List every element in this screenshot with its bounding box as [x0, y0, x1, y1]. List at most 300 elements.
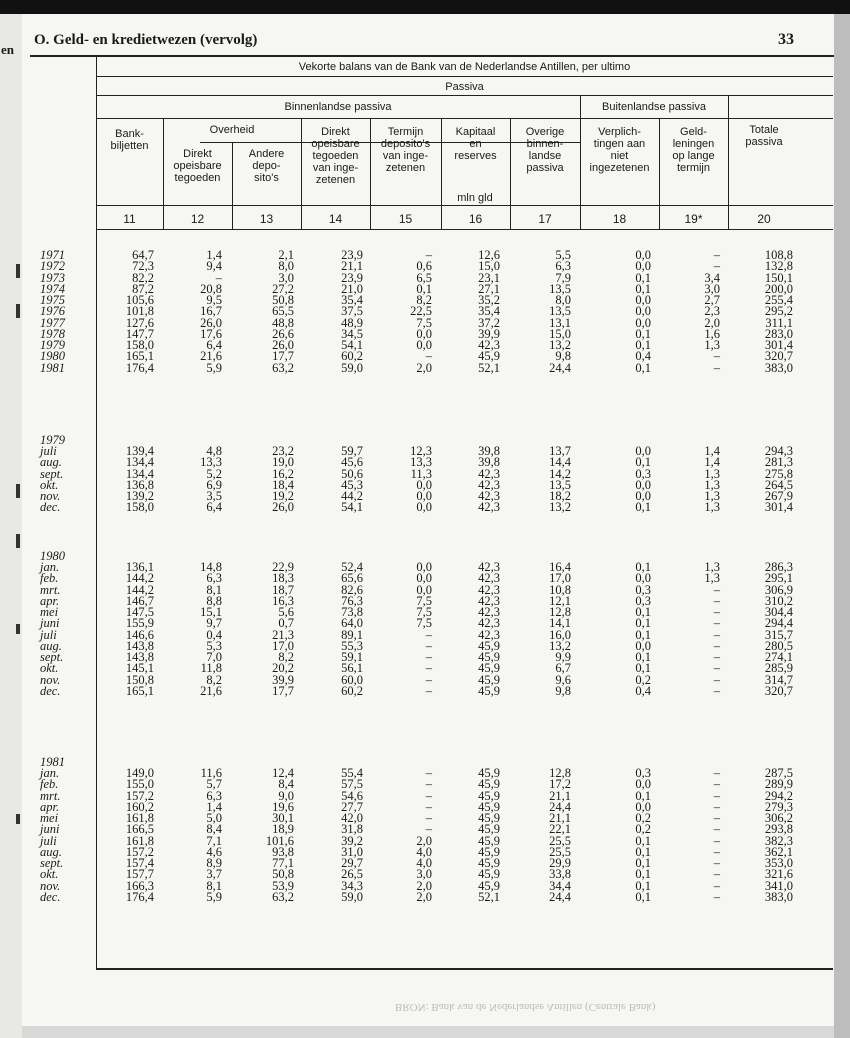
left-strip-label: en [1, 42, 14, 57]
row-label: 1973 [40, 270, 65, 285]
cell-col-12: 21,6 [200, 683, 222, 698]
cell-col-16: 45,9 [478, 878, 500, 893]
column-number-6: 16 [468, 212, 483, 226]
row-label: 1974 [40, 281, 65, 296]
cell-col-18: 0,1 [635, 889, 651, 904]
cell-col-12: 20,8 [200, 281, 222, 296]
cell-col-11: 134,4 [125, 455, 154, 470]
cell-col-15: 0,1 [416, 281, 432, 296]
cell-col-13: 63,2 [272, 360, 294, 375]
cell-col-13: 17,0 [272, 638, 294, 653]
cell-col-13: 23,2 [272, 444, 294, 458]
cell-col-11: 161,8 [125, 811, 154, 825]
cell-col-11: 155,0 [125, 777, 154, 792]
cell-col-16: 45,9 [478, 661, 500, 676]
cell-col-14: 76,3 [341, 593, 363, 608]
scan-top-edge [0, 0, 850, 14]
cell-col-12: 8,1 [206, 878, 222, 893]
cell-col-18: 0,3 [635, 766, 651, 780]
cell-col-15: 2,0 [416, 360, 432, 375]
cell-col-19: 2,7 [704, 293, 720, 307]
cell-col-14: 64,0 [341, 616, 363, 631]
row-label: okt. [40, 661, 59, 676]
column-header-7: Overige binnen- landse passiva [525, 126, 565, 174]
row-label: juli [40, 627, 57, 642]
cell-col-17: 29,9 [549, 856, 571, 870]
cell-col-13: 19,0 [272, 455, 294, 470]
cell-col-16: 35,4 [478, 304, 500, 319]
cell-col-18: 0,0 [635, 571, 651, 586]
cell-col-14: 59,0 [341, 889, 363, 904]
cell-col-19: – [713, 856, 720, 870]
cell-col-11: 166,3 [125, 878, 154, 893]
cell-col-18: 0,1 [635, 867, 651, 882]
cell-col-12: 13,3 [200, 455, 222, 470]
row-label: mrt. [40, 582, 61, 597]
cell-col-14: 21,1 [341, 259, 363, 274]
cell-col-15: – [425, 661, 432, 676]
cell-col-19: – [713, 811, 720, 825]
cell-col-17: 9,6 [555, 672, 571, 687]
cell-col-13: 53,9 [272, 878, 294, 893]
cell-col-12: 16,7 [200, 304, 222, 319]
cell-col-14: 42,0 [341, 811, 363, 825]
cell-col-20: 315,7 [764, 627, 793, 642]
cell-col-14: 56,1 [341, 661, 363, 676]
cell-col-13: 8,0 [278, 259, 294, 274]
cell-col-18: 0,1 [635, 360, 651, 375]
cell-col-14: 27,7 [341, 799, 363, 814]
cell-col-11: 143,8 [125, 650, 154, 664]
cell-col-16: 39,8 [478, 444, 500, 458]
cell-col-19: – [713, 349, 720, 364]
cell-col-13: 48,8 [272, 315, 294, 330]
cell-col-11: 139,4 [125, 444, 154, 458]
cell-col-12: 4,6 [206, 844, 222, 859]
cell-col-19: 1,4 [704, 455, 720, 470]
cell-col-20: 314,7 [764, 672, 793, 687]
cell-col-11: 157,4 [125, 856, 154, 870]
cell-col-19: – [713, 788, 720, 803]
cell-col-16: 45,9 [478, 788, 500, 803]
cell-col-17: 24,4 [549, 889, 571, 904]
cell-col-13: 8,2 [278, 650, 294, 664]
cell-col-14: 48,9 [341, 315, 363, 330]
cell-col-16: 52,1 [478, 889, 500, 904]
rule-line-0 [30, 55, 834, 57]
rule-line-1 [96, 76, 833, 77]
cell-col-11: 101,8 [125, 304, 154, 319]
cell-col-19: – [713, 661, 720, 676]
cell-col-14: 82,6 [341, 582, 363, 597]
cell-col-20: 306,2 [764, 811, 793, 825]
cell-col-13: 39,9 [272, 672, 294, 687]
cell-col-13: 9,0 [278, 788, 294, 803]
column-number-3: 13 [259, 212, 274, 226]
cell-col-20: 353,0 [764, 856, 793, 870]
cell-col-18: 0,1 [635, 844, 651, 859]
cell-col-13: 77,1 [272, 856, 294, 870]
cell-col-20: 383,0 [764, 889, 793, 904]
column-number-4: 14 [328, 212, 343, 226]
cell-col-16: 42,3 [478, 338, 500, 352]
cell-col-17: 14,4 [549, 455, 571, 470]
cell-col-20: 289,9 [764, 777, 793, 792]
cell-col-16: 27,1 [478, 281, 500, 296]
row-label: dec. [40, 889, 61, 904]
cell-col-17: 34,4 [549, 878, 571, 893]
cell-col-16: 42,3 [478, 571, 500, 586]
cell-col-13: 27,2 [272, 281, 294, 296]
column-number-1: 11 [123, 212, 136, 226]
cell-col-14: 54,1 [341, 338, 363, 352]
cell-col-11: 161,8 [125, 833, 154, 848]
cell-col-19: – [713, 360, 720, 375]
cell-col-11: 158,0 [125, 338, 154, 352]
cell-col-13: 26,0 [272, 338, 294, 352]
cell-col-17: 16,4 [549, 560, 571, 574]
cell-col-17: 13,2 [549, 500, 571, 515]
column-header-9: Geld- leningen op lange termijn [672, 126, 715, 174]
cell-col-12: 6,9 [206, 477, 222, 492]
row-label: okt. [40, 867, 59, 882]
cell-col-19: 1,3 [704, 477, 720, 492]
cell-col-20: 287,5 [764, 766, 793, 780]
cell-col-13: 26,6 [272, 326, 294, 341]
cell-col-12: 3,7 [206, 867, 222, 882]
cell-col-12: 8,4 [206, 822, 222, 837]
cell-col-16: 42,3 [478, 582, 500, 597]
cell-col-18: 0,3 [635, 582, 651, 597]
row-label: 1977 [40, 315, 65, 330]
cell-col-14: 45,3 [341, 477, 363, 492]
cell-col-14: 21,0 [341, 281, 363, 296]
cell-col-17: 18,2 [549, 489, 571, 503]
cell-col-19: – [713, 650, 720, 664]
cell-col-20: 304,4 [764, 605, 793, 619]
cell-col-17: 14,2 [549, 466, 571, 481]
cell-col-18: 0,1 [635, 788, 651, 803]
cell-col-17: 12,8 [549, 766, 571, 780]
cell-col-20: 301,4 [764, 338, 793, 352]
cell-col-14: 65,6 [341, 571, 363, 586]
cell-col-19: 2,0 [704, 315, 720, 330]
row-label: nov. [40, 489, 61, 503]
cell-col-15: 0,0 [416, 477, 432, 492]
cell-col-16: 12,6 [478, 248, 500, 262]
cell-col-12: 4,8 [206, 444, 222, 458]
cell-col-16: 35,2 [478, 293, 500, 307]
cell-col-13: 3,0 [278, 270, 294, 285]
cell-col-19: 1,3 [704, 571, 720, 586]
column-number-9: 19* [684, 212, 703, 226]
cell-col-12: 9,4 [206, 259, 222, 274]
cell-col-15: 7,5 [416, 605, 432, 619]
cell-col-11: 147,5 [125, 605, 154, 619]
cell-col-11: 144,2 [125, 571, 154, 586]
cell-col-13: 22,9 [272, 560, 294, 574]
cell-col-17: 24,4 [549, 799, 571, 814]
row-label: sept. [40, 856, 64, 870]
unit-label: mln gld [457, 192, 493, 204]
cell-col-11: 157,2 [125, 844, 154, 859]
cell-col-12: 0,4 [206, 627, 222, 642]
cell-col-17: 12,1 [549, 593, 571, 608]
cell-col-13: 19,6 [272, 799, 294, 814]
cell-col-19: – [713, 867, 720, 882]
cell-col-12: 5,9 [206, 889, 222, 904]
cell-col-17: 6,3 [555, 259, 571, 274]
row-label: nov. [40, 672, 61, 687]
section-title: O. Geld- en kredietwezen (vervolg) [34, 32, 258, 48]
cell-col-20: 275,8 [764, 466, 793, 481]
column-header-6: Kapitaal en reserves [454, 126, 497, 162]
cell-col-13: 0,7 [278, 616, 294, 631]
cell-col-13: 16,2 [272, 466, 294, 481]
cell-col-12: 8,1 [206, 582, 222, 597]
cell-col-20: 362,1 [764, 844, 793, 859]
cell-col-14: 60,2 [341, 683, 363, 698]
cell-col-13: 17,7 [272, 349, 294, 364]
cell-col-17: 13,2 [549, 338, 571, 352]
cell-col-15: – [425, 349, 432, 364]
cell-col-16: 42,3 [478, 627, 500, 642]
cell-col-14: 44,2 [341, 489, 363, 503]
cell-col-14: 34,5 [341, 326, 363, 341]
cell-col-14: 60,0 [341, 672, 363, 687]
row-label: juli [40, 444, 57, 458]
cell-col-18: 0,1 [635, 605, 651, 619]
cell-col-18: 0,0 [635, 315, 651, 330]
cell-col-20: 279,3 [764, 799, 793, 814]
cell-col-17: 13,5 [549, 281, 571, 296]
cell-col-16: 45,9 [478, 856, 500, 870]
cell-col-20: 320,7 [764, 683, 793, 698]
cell-col-20: 108,8 [764, 248, 793, 262]
cell-col-14: 26,5 [341, 867, 363, 882]
cell-col-15: 4,0 [416, 844, 432, 859]
cell-col-11: 147,7 [125, 326, 154, 341]
cell-col-20: 382,3 [764, 833, 793, 848]
cell-col-20: 267,9 [764, 489, 793, 503]
cell-col-13: 21,3 [272, 627, 294, 642]
cell-col-14: 35,4 [341, 293, 363, 307]
cell-col-11: 134,4 [125, 466, 154, 481]
cell-col-19: – [713, 766, 720, 780]
cell-col-20: 280,5 [764, 638, 793, 653]
cell-col-19: – [713, 822, 720, 837]
cell-col-18: 0,2 [635, 672, 651, 687]
cell-col-11: 64,7 [132, 248, 154, 262]
cell-col-16: 45,9 [478, 672, 500, 687]
cell-col-12: 14,8 [200, 560, 222, 574]
cell-col-16: 45,9 [478, 349, 500, 364]
cell-col-18: 0,4 [635, 683, 651, 698]
cell-col-17: 13,5 [549, 304, 571, 319]
row-label: juli [40, 833, 57, 848]
cell-col-13: 93,8 [272, 844, 294, 859]
cell-col-19: – [713, 777, 720, 792]
cell-col-20: 294,3 [764, 444, 793, 458]
cell-col-15: – [425, 822, 432, 837]
cell-col-18: 0,0 [635, 293, 651, 307]
cell-col-18: 0,3 [635, 593, 651, 608]
cell-col-14: 59,0 [341, 360, 363, 375]
cell-col-17: 21,1 [549, 788, 571, 803]
cell-col-15: 7,5 [416, 616, 432, 631]
cell-col-12: 8,9 [206, 856, 222, 870]
cell-col-16: 42,3 [478, 489, 500, 503]
cell-col-11: 127,6 [125, 315, 154, 330]
cell-col-16: 45,9 [478, 766, 500, 780]
cell-col-17: 25,5 [549, 844, 571, 859]
cell-col-17: 9,9 [555, 650, 571, 664]
column-number-2: 12 [190, 212, 205, 226]
cell-col-11: 144,2 [125, 582, 154, 597]
cell-col-19: – [713, 878, 720, 893]
cell-col-14: 60,2 [341, 349, 363, 364]
cell-col-12: 6,3 [206, 788, 222, 803]
cell-col-14: 23,9 [341, 270, 363, 285]
cell-col-19: 3,4 [704, 270, 720, 285]
cell-col-14: 54,1 [341, 500, 363, 515]
cell-col-12: 6,4 [206, 500, 222, 515]
cell-col-12: 1,4 [206, 799, 222, 814]
cell-col-19: 1,3 [704, 489, 720, 503]
cell-col-13: 30,1 [272, 811, 294, 825]
cell-col-13: 2,1 [278, 248, 294, 262]
row-label: 1978 [40, 326, 65, 341]
cell-col-18: 0,0 [635, 304, 651, 319]
cell-col-16: 52,1 [478, 360, 500, 375]
column-number-5: 15 [398, 212, 413, 226]
cell-col-12: 9,5 [206, 293, 222, 307]
cell-col-19: – [713, 605, 720, 619]
cell-col-15: 0,6 [416, 259, 432, 274]
year-heading-1981: 1981 [40, 755, 65, 769]
cell-col-15: – [425, 627, 432, 642]
cell-col-15: – [425, 799, 432, 814]
cell-col-18: 0,1 [635, 650, 651, 664]
cell-col-15: – [425, 248, 432, 262]
cell-col-19: 3,0 [704, 281, 720, 296]
cell-col-12: 17,6 [200, 326, 222, 341]
column-rule-9 [728, 95, 729, 229]
cell-col-12: 11,6 [200, 766, 222, 780]
row-label: mrt. [40, 788, 61, 803]
row-label: 1979 [40, 338, 65, 352]
cell-col-17: 10,8 [549, 582, 571, 597]
row-label: 1971 [40, 248, 65, 262]
cell-col-18: 0,1 [635, 627, 651, 642]
cell-col-20: 294,4 [764, 616, 793, 631]
cell-col-14: 31,8 [341, 822, 363, 837]
cell-col-12: 21,6 [200, 349, 222, 364]
row-label: nov. [40, 878, 61, 893]
row-label: feb. [40, 777, 59, 792]
cell-col-15: 12,3 [410, 444, 432, 458]
cell-col-13: 26,0 [272, 500, 294, 515]
row-label: mei [40, 811, 59, 825]
cell-col-13: 50,8 [272, 867, 294, 882]
cell-col-15: – [425, 683, 432, 698]
cell-col-15: 3,0 [416, 867, 432, 882]
cell-col-20: 150,1 [764, 270, 793, 285]
cell-col-14: 55,3 [341, 638, 363, 653]
cell-col-14: 57,5 [341, 777, 363, 792]
row-label: 1975 [40, 293, 65, 307]
cell-col-16: 45,9 [478, 811, 500, 825]
cell-col-15: 0,0 [416, 500, 432, 515]
cell-col-18: 0,0 [635, 777, 651, 792]
cell-col-14: 45,6 [341, 455, 363, 470]
table-title: Vekorte balans van de Bank van de Nederlandse Antillen, per ultimo [298, 61, 631, 73]
cell-col-14: 23,9 [341, 248, 363, 262]
cell-col-17: 25,5 [549, 833, 571, 848]
table-row [0, 362, 850, 374]
cell-col-16: 23,1 [478, 270, 500, 285]
cell-col-19: – [713, 582, 720, 597]
cell-col-14: 59,1 [341, 650, 363, 664]
buitenlandse-header: Buitenlandse passiva [602, 101, 706, 113]
cell-col-14: 39,2 [341, 833, 363, 848]
cell-col-20: 310,2 [764, 593, 793, 608]
cell-col-16: 15,0 [478, 259, 500, 274]
cell-col-15: 0,0 [416, 571, 432, 586]
cell-col-19: 1,3 [704, 500, 720, 515]
row-label: juni [40, 616, 60, 631]
cell-col-11: 143,8 [125, 638, 154, 653]
rule-line-5 [96, 205, 833, 206]
row-label: dec. [40, 500, 61, 515]
cell-col-20: 295,1 [764, 571, 793, 586]
cell-col-13: 18,4 [272, 477, 294, 492]
cell-col-15: 22,5 [410, 304, 432, 319]
cell-col-16: 42,3 [478, 605, 500, 619]
cell-col-13: 8,4 [278, 777, 294, 792]
cell-col-19: – [713, 627, 720, 642]
row-label: juni [40, 822, 60, 837]
row-label: apr. [40, 593, 60, 608]
cell-col-15: – [425, 811, 432, 825]
cell-col-17: 12,8 [549, 605, 571, 619]
cell-col-18: 0,1 [635, 270, 651, 285]
cell-col-20: 286,3 [764, 560, 793, 574]
cell-col-15: 0,0 [416, 326, 432, 341]
cell-col-18: 0,1 [635, 281, 651, 296]
cell-col-19: 1,3 [704, 338, 720, 352]
rule-line-6 [96, 229, 833, 230]
cell-col-11: 155,9 [125, 616, 154, 631]
row-label: okt. [40, 477, 59, 492]
cell-col-17: 33,8 [549, 867, 571, 882]
cell-col-13: 63,2 [272, 889, 294, 904]
cell-col-19: 1,3 [704, 466, 720, 481]
cell-col-19: – [713, 889, 720, 904]
cell-col-18: 0,1 [635, 878, 651, 893]
overheid-header: Overheid [209, 124, 255, 136]
cell-col-12: 1,4 [206, 248, 222, 262]
cell-col-17: 5,5 [555, 248, 571, 262]
cell-col-15: – [425, 788, 432, 803]
cell-col-17: 16,0 [549, 627, 571, 642]
cell-col-17: 15,0 [549, 326, 571, 341]
cell-col-13: 17,7 [272, 683, 294, 698]
cell-col-16: 45,9 [478, 777, 500, 792]
scan-bottom-edge [22, 1026, 834, 1038]
cell-col-17: 21,1 [549, 811, 571, 825]
cell-col-20: 200,0 [764, 281, 793, 296]
